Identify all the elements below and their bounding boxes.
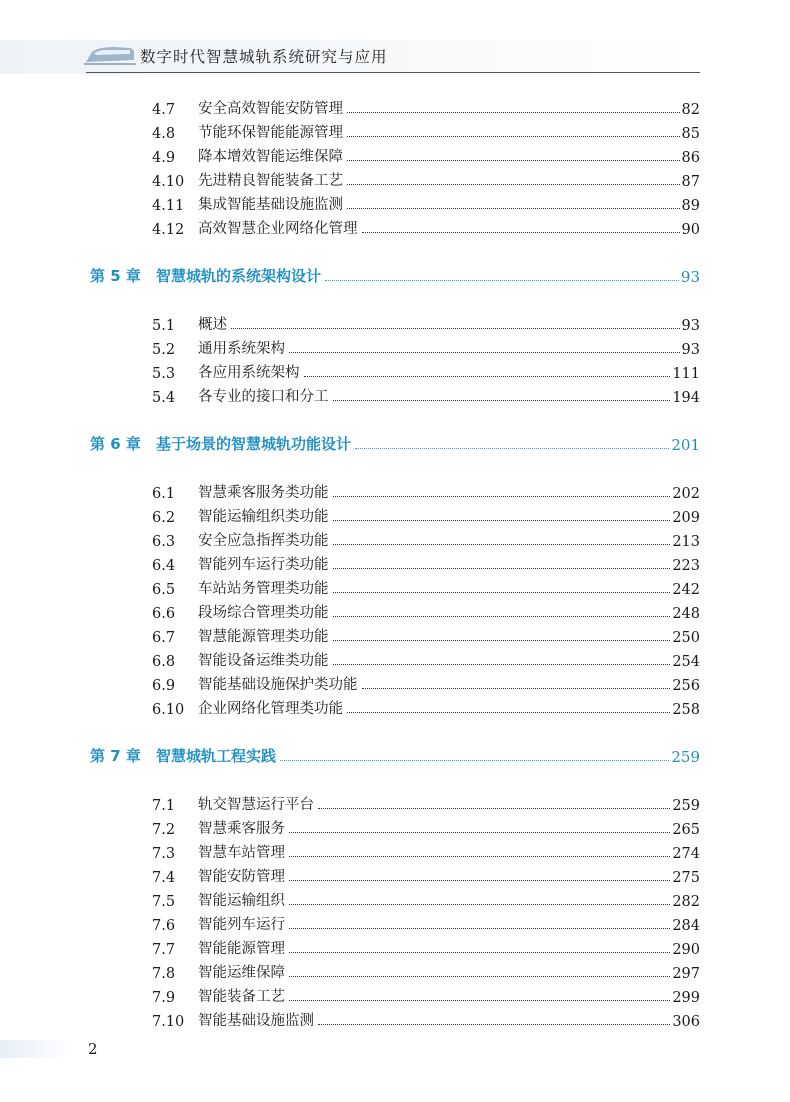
entry-title: 智能运维保障 (198, 965, 285, 981)
entry-number: 6.2 (152, 510, 176, 526)
toc-section-entry (152, 142, 700, 166)
toc-chapter-entry (90, 262, 700, 286)
dot-leader (289, 1000, 670, 1001)
entry-page: 82 (681, 102, 700, 118)
entry-number: 7.1 (152, 798, 176, 814)
entry-page: 275 (672, 870, 700, 886)
entry-title: 集成智能基础设施监测 (198, 197, 343, 213)
entry-title: 智慧城轨工程实践 (156, 747, 277, 765)
toc-section-entry (152, 574, 700, 598)
entry-number: 7.6 (152, 918, 176, 934)
dot-leader (289, 976, 670, 977)
entry-page: 256 (672, 678, 700, 694)
dot-leader (347, 112, 680, 113)
entry-page: 85 (681, 126, 700, 142)
toc-section-entry (152, 94, 700, 118)
toc-section-entry (152, 790, 700, 814)
toc-section-entry (152, 526, 700, 550)
entry-number: 第 5 章 (90, 267, 141, 285)
entry-page: 248 (672, 606, 700, 622)
dot-leader (280, 760, 669, 761)
toc-chapter-entry (90, 430, 700, 454)
dot-leader (318, 808, 670, 809)
dot-leader (333, 400, 671, 401)
dot-leader (304, 376, 671, 377)
entry-number: 7.2 (152, 822, 176, 838)
entry-title: 智慧车站管理 (198, 845, 285, 861)
dot-leader (289, 832, 670, 833)
entry-title: 智能装备工艺 (198, 989, 285, 1005)
entry-number: 7.3 (152, 846, 176, 862)
toc-section-entry (152, 670, 700, 694)
dot-leader (289, 904, 670, 905)
dot-leader (231, 328, 680, 329)
dot-leader (333, 616, 671, 617)
dot-leader (289, 352, 680, 353)
toc-section-entry (152, 166, 700, 190)
entry-page: 90 (681, 222, 700, 238)
entry-page: 213 (672, 534, 700, 550)
entry-page: 259 (672, 798, 700, 814)
entry-page: 93 (680, 268, 700, 286)
toc-section-entry (152, 118, 700, 142)
entry-title: 智慧城轨的系统架构设计 (156, 267, 322, 285)
entry-number: 4.8 (152, 126, 176, 142)
entry-page: 265 (672, 822, 700, 838)
entry-number: 7.8 (152, 966, 176, 982)
entry-page: 93 (681, 318, 700, 334)
toc-section-entry (152, 814, 700, 838)
entry-page: 284 (672, 918, 700, 934)
entry-number: 7.7 (152, 942, 176, 958)
entry-title: 智能设备运维类功能 (198, 653, 329, 669)
page-header (0, 0, 790, 80)
entry-number: 7.4 (152, 870, 176, 886)
entry-page: 87 (681, 174, 700, 190)
entry-title: 基于场景的智慧城轨功能设计 (156, 435, 352, 453)
entry-number: 5.2 (152, 342, 176, 358)
entry-page: 258 (672, 702, 700, 718)
entry-number: 第 7 章 (90, 747, 141, 765)
entry-number: 6.9 (152, 678, 176, 694)
entry-title: 智能基础设施保护类功能 (198, 677, 358, 693)
toc-chapter-entry (90, 742, 700, 766)
toc-section-entry (152, 358, 700, 382)
entry-page: 299 (672, 990, 700, 1006)
entry-title: 概述 (198, 317, 227, 333)
toc-section-entry (152, 214, 700, 238)
entry-title: 安全高效智能安防管理 (198, 101, 343, 117)
toc-section-entry (152, 622, 700, 646)
entry-number: 4.10 (152, 174, 185, 190)
train-icon (84, 44, 136, 66)
entry-page: 194 (672, 390, 700, 406)
entry-title: 智能列车运行类功能 (198, 557, 329, 573)
entry-title: 节能环保智能能源管理 (198, 125, 343, 141)
toc-section-entry (152, 334, 700, 358)
entry-page: 297 (672, 966, 700, 982)
entry-page: 86 (681, 150, 700, 166)
entry-title: 安全应急指挥类功能 (198, 533, 329, 549)
dot-leader (347, 208, 680, 209)
entry-title: 智慧能源管理类功能 (198, 629, 329, 645)
entry-title: 车站站务管理类功能 (198, 581, 329, 597)
entry-page: 242 (672, 582, 700, 598)
entry-title: 先进精良智能装备工艺 (198, 173, 343, 189)
entry-page: 111 (672, 366, 700, 382)
entry-page: 223 (672, 558, 700, 574)
entry-number: 5.1 (152, 318, 176, 334)
toc-section-entry (152, 886, 700, 910)
entry-page: 290 (672, 942, 700, 958)
toc-section-entry (152, 598, 700, 622)
entry-page: 93 (681, 342, 700, 358)
dot-leader (362, 688, 671, 689)
toc-section-entry (152, 646, 700, 670)
entry-number: 6.3 (152, 534, 176, 550)
entry-title: 通用系统架构 (198, 341, 285, 357)
entry-title: 智慧乘客服务 (198, 821, 285, 837)
toc-section-entry (152, 958, 700, 982)
toc-section-entry (152, 190, 700, 214)
entry-title: 各专业的接口和分工 (198, 389, 329, 405)
dot-leader (333, 544, 671, 545)
entry-page: 201 (671, 436, 700, 454)
toc-section-entry (152, 478, 700, 502)
dot-leader (289, 856, 670, 857)
toc-section-entry (152, 550, 700, 574)
dot-leader (333, 664, 671, 665)
entry-number: 5.4 (152, 390, 176, 406)
toc-section-entry (152, 1006, 700, 1030)
entry-number: 7.9 (152, 990, 176, 1006)
entry-number: 6.6 (152, 606, 176, 622)
entry-number: 4.11 (152, 198, 185, 214)
dot-leader (362, 232, 680, 233)
entry-page: 282 (672, 894, 700, 910)
entry-page: 254 (672, 654, 700, 670)
entry-number: 6.1 (152, 486, 176, 502)
dot-leader (289, 928, 670, 929)
entry-title: 智能列车运行 (198, 917, 285, 933)
entry-number: 5.3 (152, 366, 176, 382)
dot-leader (333, 496, 671, 497)
entry-page: 89 (681, 198, 700, 214)
entry-page: 209 (672, 510, 700, 526)
entry-title: 轨交智慧运行平台 (198, 797, 314, 813)
entry-number: 6.5 (152, 582, 176, 598)
entry-title: 智能基础设施监测 (198, 1013, 314, 1029)
dot-leader (318, 1024, 670, 1025)
page-number: 2 (88, 1040, 98, 1058)
entry-number: 6.8 (152, 654, 176, 670)
toc-section-entry (152, 910, 700, 934)
entry-title: 智能安防管理 (198, 869, 285, 885)
dot-leader (333, 640, 671, 641)
book-title: 数字时代智慧城轨系统研究与应用 (140, 48, 388, 66)
dot-leader (333, 592, 671, 593)
entry-number: 4.9 (152, 150, 176, 166)
dot-leader (347, 712, 670, 713)
dot-leader (347, 136, 680, 137)
entry-number: 6.4 (152, 558, 176, 574)
dot-leader (289, 952, 670, 953)
entry-number: 6.7 (152, 630, 176, 646)
entry-title: 各应用系统架构 (198, 365, 300, 381)
entry-title: 智慧乘客服务类功能 (198, 485, 329, 501)
toc-section-entry (152, 310, 700, 334)
entry-number: 4.12 (152, 222, 185, 238)
entry-page: 274 (672, 846, 700, 862)
toc-section-entry (152, 694, 700, 718)
entry-page: 259 (671, 748, 700, 766)
entry-title: 段场综合管理类功能 (198, 605, 329, 621)
dot-leader (347, 184, 680, 185)
entry-title: 企业网络化管理类功能 (198, 701, 343, 717)
entry-page: 306 (672, 1014, 700, 1030)
entry-page: 202 (672, 486, 700, 502)
toc-section-entry (152, 862, 700, 886)
toc-section-entry (152, 838, 700, 862)
entry-number: 4.7 (152, 102, 176, 118)
entry-number: 7.5 (152, 894, 176, 910)
entry-title: 智能能源管理 (198, 941, 285, 957)
header-rule (86, 72, 700, 73)
dot-leader (289, 880, 670, 881)
entry-title: 智能运输组织 (198, 893, 285, 909)
entry-title: 智能运输组织类功能 (198, 509, 329, 525)
toc-section-entry (152, 382, 700, 406)
entry-title: 降本增效智能运维保障 (198, 149, 343, 165)
toc-section-entry (152, 502, 700, 526)
entry-number: 6.10 (152, 702, 185, 718)
entry-page: 250 (672, 630, 700, 646)
dot-leader (333, 568, 671, 569)
entry-title: 高效智慧企业网络化管理 (198, 221, 358, 237)
footer-band (0, 1040, 70, 1058)
dot-leader (325, 280, 679, 281)
toc-section-entry (152, 934, 700, 958)
entry-number: 第 6 章 (90, 435, 141, 453)
dot-leader (355, 448, 669, 449)
entry-number: 7.10 (152, 1014, 185, 1030)
dot-leader (347, 160, 680, 161)
toc-section-entry (152, 982, 700, 1006)
dot-leader (333, 520, 671, 521)
